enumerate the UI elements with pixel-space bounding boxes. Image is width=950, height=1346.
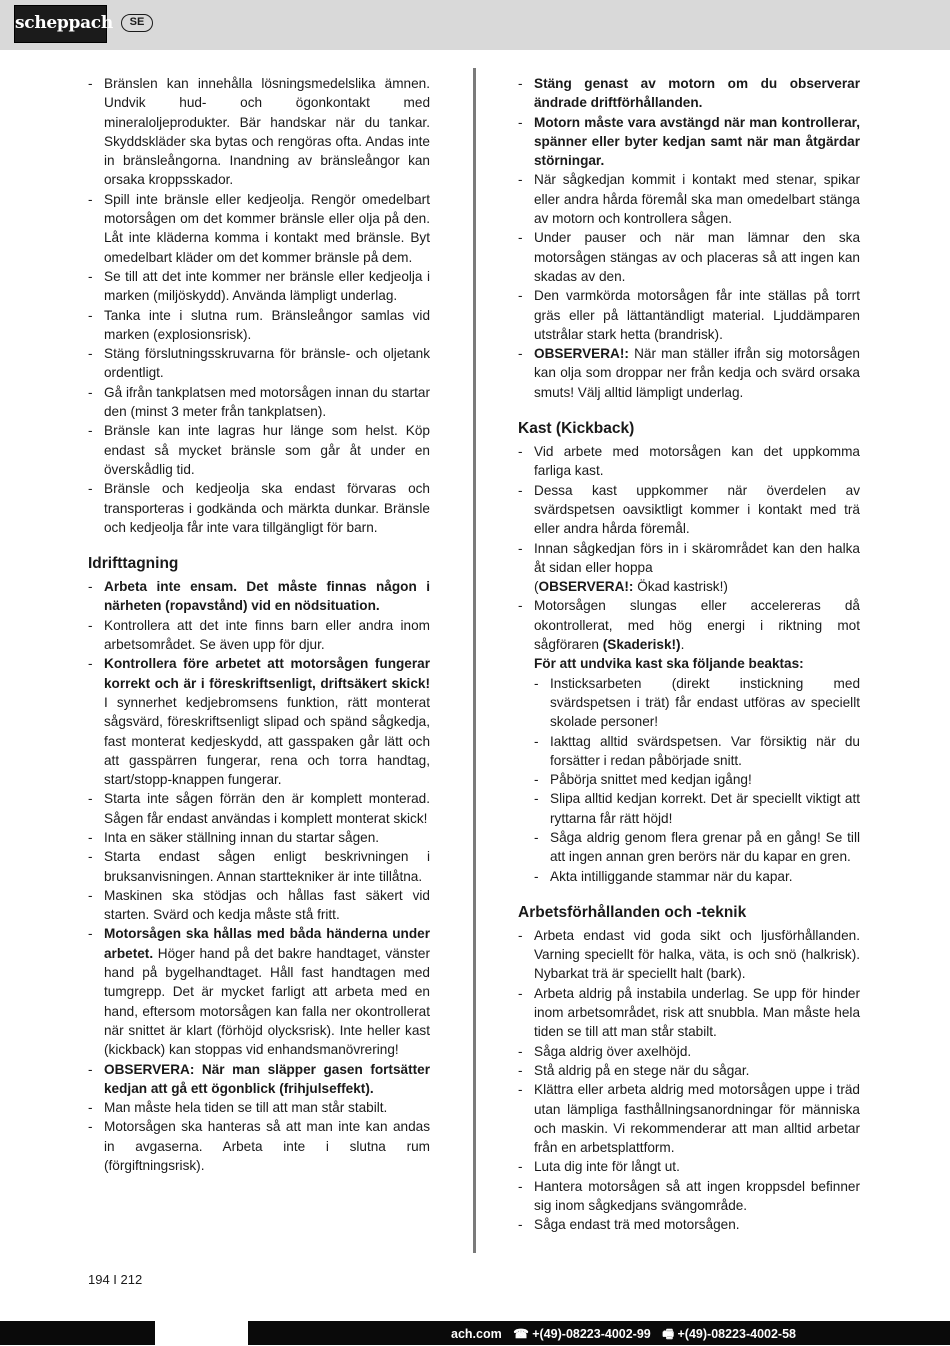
bullet-dash: - bbox=[518, 482, 523, 498]
bullet-dash: - bbox=[88, 76, 93, 91]
body-text: Vid arbete med motorsågen kan det uppkomma farliga kast. bbox=[534, 444, 860, 479]
body-text: Luta dig inte för långt ut. bbox=[534, 1159, 680, 1175]
list-item bbox=[518, 1042, 860, 1061]
list-item bbox=[518, 1177, 860, 1216]
bullet-dash: - bbox=[88, 346, 93, 362]
list-item bbox=[518, 1215, 860, 1234]
list-item bbox=[88, 267, 430, 306]
bullet-dash: - bbox=[534, 772, 539, 788]
list-item bbox=[88, 654, 430, 789]
left-column bbox=[88, 74, 430, 1175]
body-text: Bränslen kan innehålla lösningsmedelslika ämnen. Undvik hud- och ögonkontakt med mineraloljeprodukter. Bär handskar när du tankar. Skyddskläder ska bytas och rengöras ofta. Andas inte in bränsleångorna. Inandning av bränsleångor kan orsaka kroppsskador. bbox=[104, 76, 430, 188]
list-item bbox=[88, 421, 430, 479]
bullet-dash: - bbox=[518, 1082, 523, 1098]
bold-text: Stäng genast av motorn om du observerar ändrade driftförhållanden. bbox=[534, 76, 860, 111]
body-text: Motorsågen slungas eller accelereras då okontrollerat, med hög energi i riktning mot sågföraren bbox=[534, 598, 860, 653]
bold-text: OBSERVERA!: bbox=[534, 346, 629, 362]
body-text: Maskinen ska stödjas och hållas fast säkert vid starten. Svärd och kedja måste stå fritt. bbox=[104, 887, 430, 923]
body-text: Motorsågen ska hanteras så att man inte kan andas in avgaserna. Arbeta inte i slutna rum (förgiftningsrisk). bbox=[104, 1119, 430, 1174]
sub-list-item bbox=[534, 732, 860, 771]
body-text: Arbeta endast vid goda sikt och ljusförhållanden. Varning speciellt för halka, väta, is och snö (halkrisk). Nybarkat trä är speciellt halt (bark). bbox=[534, 927, 860, 982]
text-suffix: . bbox=[680, 637, 685, 653]
page-header bbox=[0, 0, 950, 50]
sub-list-item bbox=[534, 867, 860, 886]
body-text: Man måste hela tiden se till att man står stabilt. bbox=[104, 1100, 388, 1116]
bullet-dash: - bbox=[518, 1217, 523, 1233]
list-item bbox=[88, 577, 430, 616]
list-item bbox=[518, 984, 860, 1042]
bullet-dash: - bbox=[518, 114, 523, 130]
body-text: Såga aldrig över axelhöjd. bbox=[534, 1043, 692, 1059]
bullet-dash: - bbox=[88, 423, 93, 439]
bold-text: Motorn måste vara avstängd när man kontrollerar, spänner eller byter kedjan samt när man åtgärdar störningar. bbox=[534, 114, 860, 169]
list-item bbox=[88, 1098, 430, 1117]
bullet-dash: - bbox=[518, 444, 523, 460]
bullet-dash: - bbox=[518, 1062, 523, 1078]
body-text: När sågkedjan kommit i kontakt med stenar, spikar eller andra hårda föremål ska man omedelbart stänga av motorn och kontrollera sågen. bbox=[534, 172, 860, 227]
list-item bbox=[88, 1060, 430, 1099]
list-item bbox=[88, 190, 430, 267]
list-item bbox=[518, 481, 860, 539]
footer-gap bbox=[155, 1321, 248, 1345]
list-item bbox=[88, 1117, 430, 1175]
page-footer bbox=[0, 1321, 950, 1345]
bullet-dash: - bbox=[518, 1159, 523, 1175]
bullet-dash: - bbox=[518, 985, 523, 1001]
bold-text: Kontrollera före arbetet att motorsågen fungerar korrekt och är i föreskriftsenligt, driftsäkert skick! bbox=[104, 656, 430, 691]
bullet-dash: - bbox=[88, 926, 93, 942]
body-text: Höger hand på det bakre handtaget, vänster hand på bygelhandtaget. Håll fast handtagen med tumgrepp. Det är mycket farligt att arbeta med en hand, eftersom motorsågen kan falla ner okontrollerat när snittet är klart (förhöjd olycksrisk). Inte heller kast (kickback) kan stoppas vid enhandsmanövrering! bbox=[104, 945, 430, 1058]
bullet-dash: - bbox=[518, 540, 523, 556]
list-item bbox=[518, 113, 860, 171]
bold-text: Motorsågen ska hållas med båda händerna under arbetet. bbox=[104, 926, 430, 961]
body-text: Slipa alltid kedjan korrekt. Det är speciellt viktigt att ryttarna får rätt höjd! bbox=[550, 791, 860, 826]
section-heading: Kast (Kickback) bbox=[518, 420, 635, 438]
sub-list-item bbox=[534, 674, 860, 732]
body-text: Tanka inte i slutna rum. Bränsleångor samlas vid marken (explosionsrisk). bbox=[104, 307, 430, 342]
body-text: Klättra eller arbeta aldrig med motorsågen uppe i träd utan lämpliga fasthållningsanordningar för människa och maskin. Vi rekommenderar att man alltid arbetar från en arbetsplattform. bbox=[534, 1082, 860, 1156]
body-text: Starta inte sågen förrän den är komplett monterad. Sågen får endast användas i komplett monterat skick! bbox=[104, 791, 430, 826]
list-item bbox=[518, 1157, 860, 1176]
bullet-dash: - bbox=[518, 927, 523, 943]
body-text: Såga aldrig genom flera grenar på en gång! Se till att ingen annan gren berörs när du kapar en gren. bbox=[550, 829, 860, 865]
bullet-dash: - bbox=[534, 733, 539, 749]
body-text: Påbörja snittet med kedjan igång! bbox=[550, 772, 752, 788]
bullet-dash: - bbox=[534, 675, 539, 691]
body-text: Spill inte bränsle eller kedjeolja. Rengör omedelbart motorsågen om det kommer bränsle eller olja på den. Låt inte kläderna komma i kontakt med bränsle. Byt omedelbart kläder om det kommer bränsle på dem. bbox=[104, 191, 430, 265]
body-text: Såga endast trä med motorsågen. bbox=[534, 1217, 740, 1233]
bold-text: OBSERVERA: När man släpper gasen fortsätter kedjan att gå ett ögonblick (frihjulseffekt). bbox=[104, 1061, 430, 1096]
right-column bbox=[518, 74, 860, 1235]
bullet-dash: - bbox=[518, 1043, 523, 1059]
body-text: Dessa kast uppkommer när överdelen av svärdspetsen oavsiktligt kommer i kontakt med trä eller andra hårda föremål. bbox=[534, 482, 860, 537]
column-divider bbox=[473, 68, 476, 1253]
body-text: Stäng förslutningsskruvarna för bränsle- och oljetank ordentligt. bbox=[104, 346, 430, 381]
bullet-dash: - bbox=[518, 76, 523, 91]
footer-web: ach.com bbox=[451, 1327, 502, 1341]
list-item bbox=[88, 828, 430, 847]
section-heading: Arbetsförhållanden och -teknik bbox=[518, 903, 747, 921]
bold-text: OBSERVERA!: bbox=[538, 579, 634, 595]
list-item bbox=[518, 228, 860, 286]
list-item bbox=[518, 170, 860, 228]
brand-logo-text: scheppach bbox=[15, 13, 113, 33]
body-text: Bränsle och kedjeolja ska endast förvaras och transporteras i godkända och märkta dunkar. Bränsle och kedjeolja får inte vara tillgängligt för barn. bbox=[104, 481, 430, 535]
list-item bbox=[518, 442, 860, 481]
bold-text: Arbeta inte ensam. Det måste finnas någon i närheten (ropavstånd) vid en nödsituation. bbox=[104, 579, 430, 614]
body-text: Akta intilliggande stammar när du kapar. bbox=[550, 868, 793, 884]
body-text: Gå ifrån tankplatsen med motorsågen innan du startar den (minst 3 meter från tankplatsen). bbox=[104, 384, 430, 420]
body-text: Den varmkörda motorsågen får inte ställas på torrt gräs eller på lättantändligt material. Ljuddämparen utstrålar stark hetta (brandrisk). bbox=[534, 288, 860, 342]
bullet-dash: - bbox=[88, 579, 93, 595]
bold-text: (Skaderisk!) bbox=[602, 637, 681, 653]
bullet-dash: - bbox=[534, 791, 539, 807]
list-item bbox=[518, 344, 860, 402]
list-item bbox=[518, 286, 860, 344]
body-text: Under pauser och när man lämnar den ska motorsågen stängas av och placeras så att ingen kan skadas av den. bbox=[534, 230, 860, 284]
paragraph bbox=[518, 654, 860, 673]
list-item bbox=[518, 74, 860, 113]
list-item bbox=[88, 847, 430, 886]
bullet-dash: - bbox=[88, 384, 93, 400]
bullet-dash: - bbox=[88, 268, 93, 284]
body-text: När man ställer ifrån sig motorsågen kan olja som droppar ner från kedja och svärd orsaka smuts! Välj alltid lämpligt underlag. bbox=[534, 346, 860, 400]
body-text: Arbeta aldrig på instabila underlag. Se upp för hinder inom arbetsområdet, risk att snubbla. Man måste hela tiden se till att man står stabilt. bbox=[534, 985, 860, 1040]
list-item bbox=[518, 1080, 860, 1157]
list-item bbox=[518, 1061, 860, 1080]
list-item bbox=[88, 74, 430, 190]
sub-list-item bbox=[534, 789, 860, 828]
bullet-dash: - bbox=[534, 868, 539, 884]
bullet-dash: - bbox=[88, 1119, 93, 1135]
body-text: Kontrollera att det inte finns barn eller andra inom arbetsområdet. Se även upp för djur. bbox=[104, 617, 430, 653]
list-item bbox=[518, 926, 860, 984]
bullet-dash: - bbox=[518, 1178, 523, 1194]
list-item bbox=[88, 306, 430, 345]
footer-fax: 🖷 +(49)-08223-4002-58 bbox=[662, 1327, 796, 1341]
bullet-dash: - bbox=[534, 829, 539, 845]
body-text: Bränsle kan inte lagras hur länge som helst. Köp endast så mycket bränsle som går åt under en överskådlig tid. bbox=[104, 423, 430, 477]
sub-list-item bbox=[534, 828, 860, 867]
section-heading: Idrifttagning bbox=[88, 555, 179, 573]
text-prefix: ( bbox=[534, 579, 539, 595]
bullet-dash: - bbox=[518, 598, 523, 614]
body-text: Se till att det inte kommer ner bränsle eller kedjeolja i marken (miljöskydd). Använda lämpligt underlag. bbox=[104, 268, 430, 304]
bullet-dash: - bbox=[518, 346, 523, 362]
bullet-dash: - bbox=[88, 791, 93, 807]
bullet-dash: - bbox=[88, 829, 93, 845]
body-text: Ökad kastrisk!) bbox=[633, 579, 728, 595]
bullet-dash: - bbox=[88, 1061, 93, 1077]
page-number: 194 I 212 bbox=[88, 1272, 143, 1287]
list-item bbox=[88, 924, 430, 1059]
bullet-dash: - bbox=[88, 887, 93, 903]
bold-text: För att undvika kast ska följande beaktas: bbox=[534, 656, 804, 672]
footer-contact bbox=[443, 1325, 796, 1346]
body-text: Starta endast sågen enligt beskrivningen i bruksanvisningen. Annan starttekniker är inte tillåtna. bbox=[104, 849, 430, 884]
bullet-dash: - bbox=[88, 849, 93, 865]
bullet-dash: - bbox=[518, 288, 523, 304]
body-text: Hantera motorsågen så att ingen kroppsdel befinner sig inom sågkedjans svängområde. bbox=[534, 1178, 860, 1214]
list-item bbox=[88, 616, 430, 655]
bullet-dash: - bbox=[88, 656, 93, 672]
list-item bbox=[88, 383, 430, 422]
bullet-dash: - bbox=[88, 617, 93, 633]
body-text: Insticksarbeten (direkt instickning med svärdspetsen i trät) får endast utföras av speciellt skolade personer! bbox=[550, 675, 860, 730]
body-text: Stå aldrig på en stege när du sågar. bbox=[534, 1062, 750, 1078]
bullet-dash: - bbox=[88, 191, 93, 207]
bullet-dash: - bbox=[88, 481, 93, 497]
body-text: Innan sågkedjan förs in i skärområdet kan den halka åt sidan eller hoppa bbox=[534, 540, 860, 575]
bullet-dash: - bbox=[88, 307, 93, 323]
bullet-dash: - bbox=[88, 1100, 93, 1116]
list-item bbox=[88, 886, 430, 925]
body-text: Iakttag alltid svärdspetsen. Var försiktig när du forsätter i redan påbörjade snitt. bbox=[550, 733, 860, 768]
body-text: I synnerhet kedjebromsens funktion, rätt monterat sågsvärd, föreskriftsenligt slipad och spänd sågkedja, fast monterat kedjeskydd, att gasspaken går lätt och att gasspärren fungerar, rena och torra handtag, start/stopp-knappen fungerar. bbox=[104, 694, 430, 788]
list-item bbox=[88, 479, 430, 537]
footer-phone: ☎ +(49)-08223-4002-99 bbox=[513, 1327, 651, 1341]
list-item bbox=[88, 789, 430, 828]
paragraph bbox=[518, 577, 860, 596]
language-badge: SE bbox=[121, 14, 153, 32]
brand-logo bbox=[14, 5, 113, 43]
list-item bbox=[88, 344, 430, 383]
list-item bbox=[518, 539, 860, 578]
bullet-dash: - bbox=[518, 230, 523, 246]
sub-list-item bbox=[534, 770, 860, 789]
bullet-dash: - bbox=[518, 172, 523, 188]
body-text: Inta en säker ställning innan du startar sågen. bbox=[104, 829, 380, 845]
list-item bbox=[518, 596, 860, 654]
